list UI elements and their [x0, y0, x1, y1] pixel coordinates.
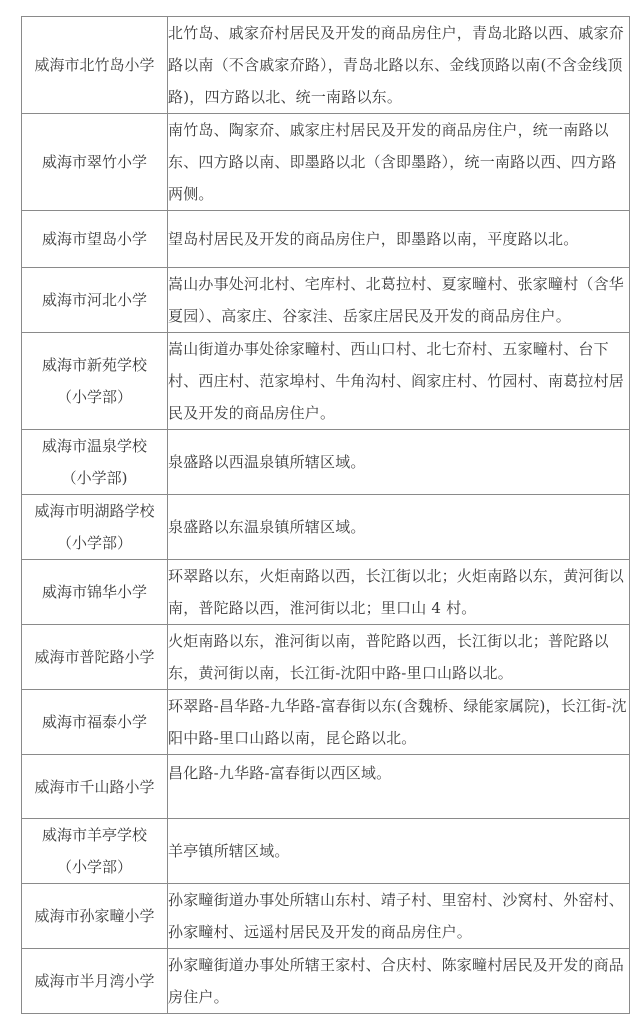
table-row — [22, 560, 630, 625]
school-name-cell — [22, 268, 168, 333]
school-name: 威海市新苑学校 — [41, 356, 147, 374]
school-name-cell — [22, 625, 168, 690]
table-row — [22, 430, 630, 495]
table-row — [22, 690, 630, 755]
table-row — [22, 819, 630, 884]
school-name: 威海市福泰小学 — [41, 713, 147, 731]
school-name: 威海市普陀路小学 — [34, 648, 155, 666]
school-district-table — [21, 16, 630, 1014]
service-area-cell: 南竹岛、陶家夼、戚家庄村居民及开发的商品房住户，统一南路以东、四方路以南、即墨路以北（含即墨路），统一南路以西、四方路两侧。 — [168, 114, 630, 211]
school-section: （小学部） — [56, 534, 132, 552]
school-name-cell — [22, 17, 168, 114]
school-name: 威海市千山路小学 — [34, 777, 155, 796]
service-area-cell: 孙家疃街道办事处所辖山东村、靖子村、里窑村、沙窝村、外窑村、孙家疃村、远遥村居民及开发的商品房住户。 — [168, 884, 630, 949]
school-name: 威海市翠竹小学 — [41, 153, 147, 171]
school-name-cell — [22, 211, 168, 268]
school-name-cell — [22, 430, 168, 495]
school-section: （小学部） — [56, 388, 132, 406]
table-row — [22, 333, 630, 430]
school-name: 威海市半月湾小学 — [34, 972, 155, 990]
table-row — [22, 495, 630, 560]
school-name: 威海市锦华小学 — [41, 583, 147, 601]
school-name-cell — [22, 884, 168, 949]
school-name-cell — [22, 114, 168, 211]
school-name: 威海市望岛小学 — [41, 230, 147, 248]
table-row — [22, 268, 630, 333]
school-name-cell — [22, 560, 168, 625]
school-name: 威海市北竹岛小学 — [34, 56, 155, 74]
service-area-cell: 北竹岛、戚家夼村居民及开发的商品房住户，青岛北路以西、戚家夼路以南（不含戚家夼路），青岛北路以东、金线顶路以南(不含金线顶路)，四方路以北、统一南路以东。 — [168, 17, 630, 114]
service-area-cell: 望岛村居民及开发的商品房住户，即墨路以南，平度路以北。 — [168, 211, 630, 268]
service-area-cell: 环翠路以东，火炬南路以西，长江街以北；火炬南路以东，黄河街以南，普陀路以西，淮河街以北；里口山 4 村。 — [168, 560, 630, 625]
school-name-cell — [22, 819, 168, 884]
school-name: 威海市明湖路学校 — [34, 502, 155, 520]
school-name-cell — [22, 755, 168, 819]
service-area-cell: 火炬南路以东，淮河街以南，普陀路以西，长江街以北；普陀路以东，黄河街以南，长江街-沈阳中路-里口山路以北。 — [168, 625, 630, 690]
table-row — [22, 884, 630, 949]
table-row — [22, 17, 630, 114]
school-section: （小学部） — [56, 858, 132, 876]
service-area-cell: 孙家疃街道办事处所辖王家村、合庆村、陈家疃村居民及开发的商品房住户。 — [168, 949, 630, 1014]
table-row — [22, 211, 630, 268]
service-area-cell: 嵩山办事处河北村、宅库村、北葛拉村、夏家疃村、张家疃村（含华夏园）、高家庄、谷家洼、岳家庄居民及开发的商品房住户。 — [168, 268, 630, 333]
school-name-cell — [22, 333, 168, 430]
table-row — [22, 114, 630, 211]
school-name: 威海市孙家疃小学 — [34, 907, 155, 925]
school-section: （小学部) — [61, 469, 128, 487]
service-area-cell: 昌化路-九华路-富春街以西区域。 — [168, 755, 630, 819]
school-name-cell — [22, 949, 168, 1014]
school-name-cell — [22, 690, 168, 755]
school-name: 威海市温泉学校 — [41, 437, 147, 455]
service-area-cell: 嵩山街道办事处徐家疃村、西山口村、北七夼村、五家疃村、台下村、西庄村、范家埠村、牛角沟村、阎家庄村、竹园村、南葛拉村居民及开发的商品房住户。 — [168, 333, 630, 430]
table-row — [22, 625, 630, 690]
school-name: 威海市河北小学 — [41, 291, 147, 309]
school-name-cell — [22, 495, 168, 560]
table-row — [22, 755, 630, 819]
service-area-cell: 泉盛路以东温泉镇所辖区域。 — [168, 495, 630, 560]
service-area-cell: 泉盛路以西温泉镇所辖区域。 — [168, 430, 630, 495]
table-row — [22, 949, 630, 1014]
service-area-cell: 羊亭镇所辖区域。 — [168, 819, 630, 884]
school-name: 威海市羊亭学校 — [41, 826, 147, 844]
service-area-cell: 环翠路-昌华路-九华路-富春街以东(含魏桥、绿能家属院)，长江街-沈阳中路-里口山路以南，昆仑路以北。 — [168, 690, 630, 755]
